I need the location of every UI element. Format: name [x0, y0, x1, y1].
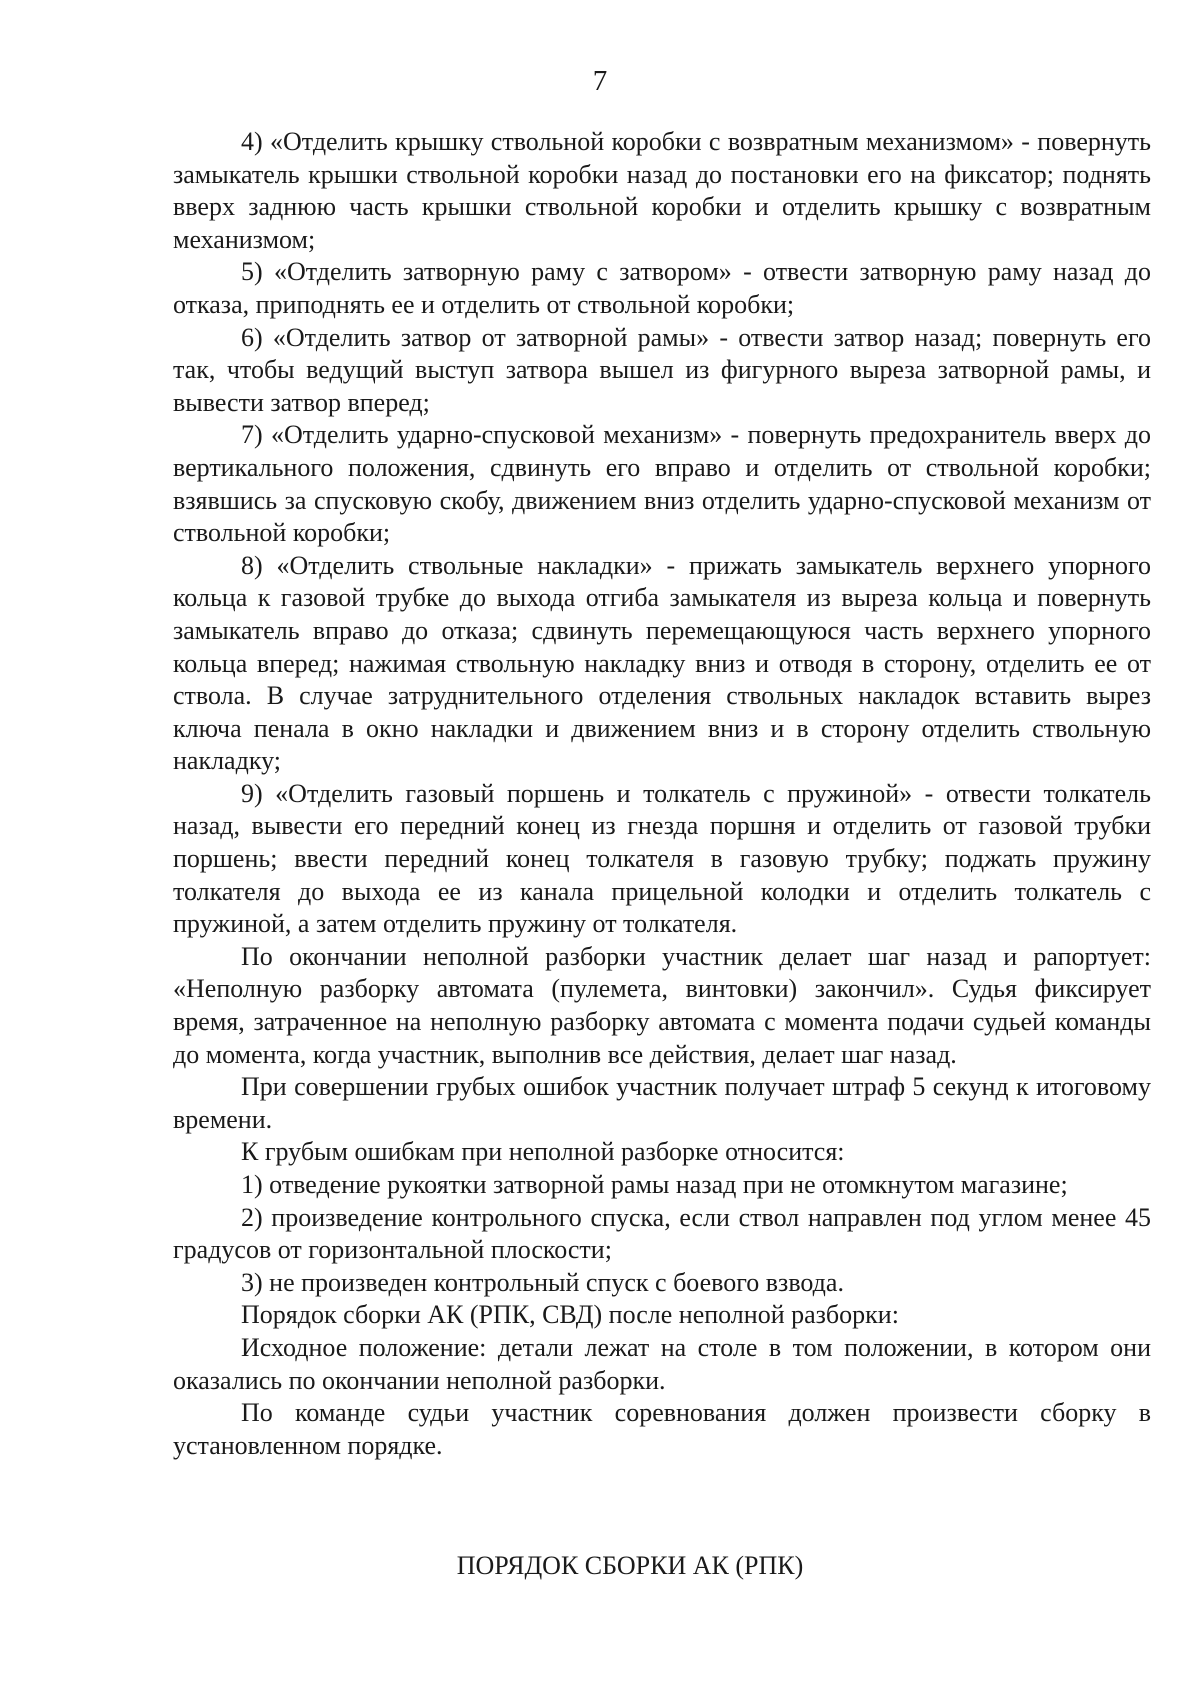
paragraph-assembly-order: Порядок сборки АК (РПК, СВД) после неполной разборки:: [241, 1300, 899, 1330]
paragraph-penalty: При совершении грубых ошибок участник получает штраф 5 секунд к итоговому времени.: [173, 1072, 1151, 1134]
paragraph-completion-report: По окончании неполной разборки участник делает шаг назад и рапортует: «Неполную разборку автомата (пулемета, винтовки) закончил». Судья фиксирует время, затраченное на неполную разборку автомата с момента подачи судьей команды до момента, когда участник, выполнив все действия, делает шаг назад.: [173, 941, 1151, 1069]
paragraph-judge-command: По команде судьи участник соревнования должен произвести сборку в установленном порядке.: [173, 1398, 1151, 1460]
paragraph-step-8: 8) «Отделить ствольные накладки» - прижать замыкатель верхнего упорного кольца к газовой трубке до выхода отгиба замыкателя из выреза кольца и повернуть замыкатель вправо до отказа; сдвинуть перемещающуюся часть верхнего упорного кольца вперед; нажимая ствольную накладку вниз и отводя в сторону, отделить ее от ствола. В случае затруднительного отделения ствольных накладок вставить вырез ключа пенала в окно накладки и движением вниз и в сторону отделить ствольную накладку;: [173, 550, 1151, 776]
paragraph-gross-errors-intro: К грубым ошибкам при неполной разборке относится:: [241, 1137, 845, 1167]
section-heading: ПОРЯДОК СБОРКИ АК (РПК): [456, 1551, 804, 1580]
paragraph-step-9: 9) «Отделить газовый поршень и толкатель с пружиной» - отвести толкатель назад, вывести его передний конец из гнезда поршня и отделить от газовой трубки поршень; ввести передний конец толкателя в газовую трубку; поджать пружину толкателя до выхода ее из канала прицельной колодки и отделить толкатель с пружиной, а затем отделить пружину от толкателя.: [173, 778, 1151, 939]
paragraph-step-6: 6) «Отделить затвор от затворной рамы» - отвести затвор назад; повернуть его так, чтобы ведущий выступ затвора вышел из фигурного выреза затворной рамы, и вывести затвор вперед;: [173, 322, 1151, 417]
paragraph-gross-error-2: 2) произведение контрольного спуска, если ствол направлен под углом менее 45 градусов от горизонтальной плоскости;: [173, 1202, 1151, 1265]
paragraph-gross-error-1: 1) отведение рукоятки затворной рамы назад при не отомкнутом магазине;: [241, 1170, 1068, 1199]
paragraph-step-5: 5) «Отделить затворную раму с затвором» - отвести затворную раму назад до отказа, приподнять ее и отделить от ствольной коробки;: [173, 257, 1151, 319]
paragraph-step-7: 7) «Отделить ударно-спусковой механизм» - повернуть предохранитель вверх до вертикального положения, сдвинуть его вправо и отделить от ствольной коробки; взявшись за спусковую скобу, движением вниз отделить ударно-спусковой механизм от ствольной коробки;: [173, 420, 1151, 548]
paragraph-step-4: 4) «Отделить крышку ствольной коробки с возвратным механизмом» - повернуть замыкатель крышки ствольной коробки назад до постановки его на фиксатор; поднять вверх заднюю часть крышки ствольной коробки и отделить крышку с возвратным механизмом;: [173, 127, 1151, 254]
body-text: [173, 126, 1151, 1462]
paragraph-initial-position: Исходное положение: детали лежат на столе в том положении, в котором они оказались по окончании неполной разборки.: [173, 1332, 1151, 1395]
paragraph-gross-error-3: 3) не произведен контрольный спуск с боевого взвода.: [241, 1267, 844, 1297]
page-number: 7: [592, 65, 608, 97]
